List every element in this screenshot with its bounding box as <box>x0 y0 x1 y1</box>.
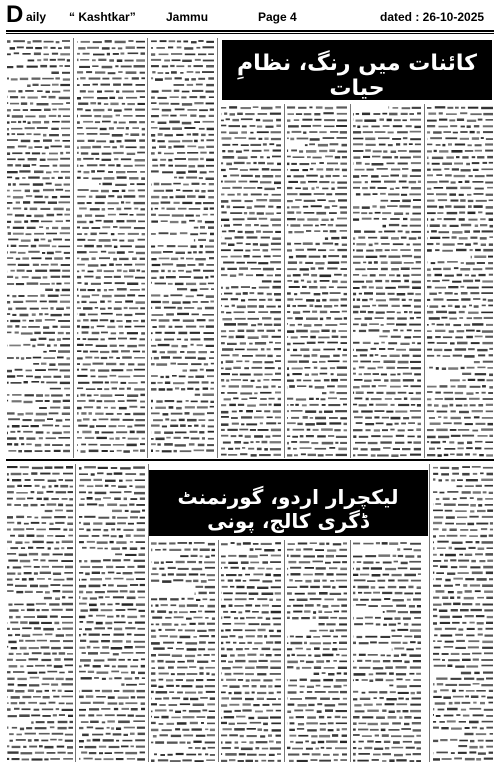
article-1-headline-box <box>222 40 492 100</box>
text-column <box>220 104 282 458</box>
masthead-paper-name: “ Kashtkar” <box>69 10 136 24</box>
masthead <box>0 0 500 30</box>
column-rule <box>75 464 76 762</box>
text-column <box>220 540 282 762</box>
article-1-headline: کائنات میں رنگ، نظامِ حیات <box>237 51 477 101</box>
column-rule <box>424 104 425 458</box>
column-rule <box>284 104 285 458</box>
text-column <box>78 464 146 762</box>
column-rule <box>147 38 148 458</box>
masthead-date: dated : 26-10-2025 <box>380 10 485 24</box>
text-column <box>76 38 146 458</box>
masthead-rule <box>6 30 494 32</box>
text-column <box>432 464 494 762</box>
text-column <box>286 104 348 458</box>
masthead-initial: D <box>6 1 24 28</box>
text-column <box>150 38 215 458</box>
column-rule <box>218 540 219 762</box>
column-rule <box>350 540 351 762</box>
column-rule <box>148 464 149 762</box>
section-divider <box>6 459 494 461</box>
text-column <box>150 540 216 762</box>
text-column <box>6 38 71 458</box>
text-column <box>6 464 74 762</box>
masthead-city: Jammu <box>166 10 209 24</box>
column-rule <box>217 38 218 458</box>
column-rule <box>429 464 430 762</box>
column-rule <box>73 38 74 458</box>
masthead-rule-thin <box>6 33 494 34</box>
text-column <box>352 104 422 458</box>
article-2-headline-box <box>148 470 428 536</box>
text-column <box>352 540 422 762</box>
column-rule <box>350 104 351 458</box>
masthead-daily: aily <box>26 10 47 24</box>
text-column <box>426 104 494 458</box>
text-column <box>286 540 348 762</box>
masthead-page-number: Page 4 <box>258 10 297 24</box>
article-2-headline: لیکچرار اردو، گورنمنٹ ڈگری کالج، پونی <box>177 485 399 533</box>
column-rule <box>284 540 285 762</box>
